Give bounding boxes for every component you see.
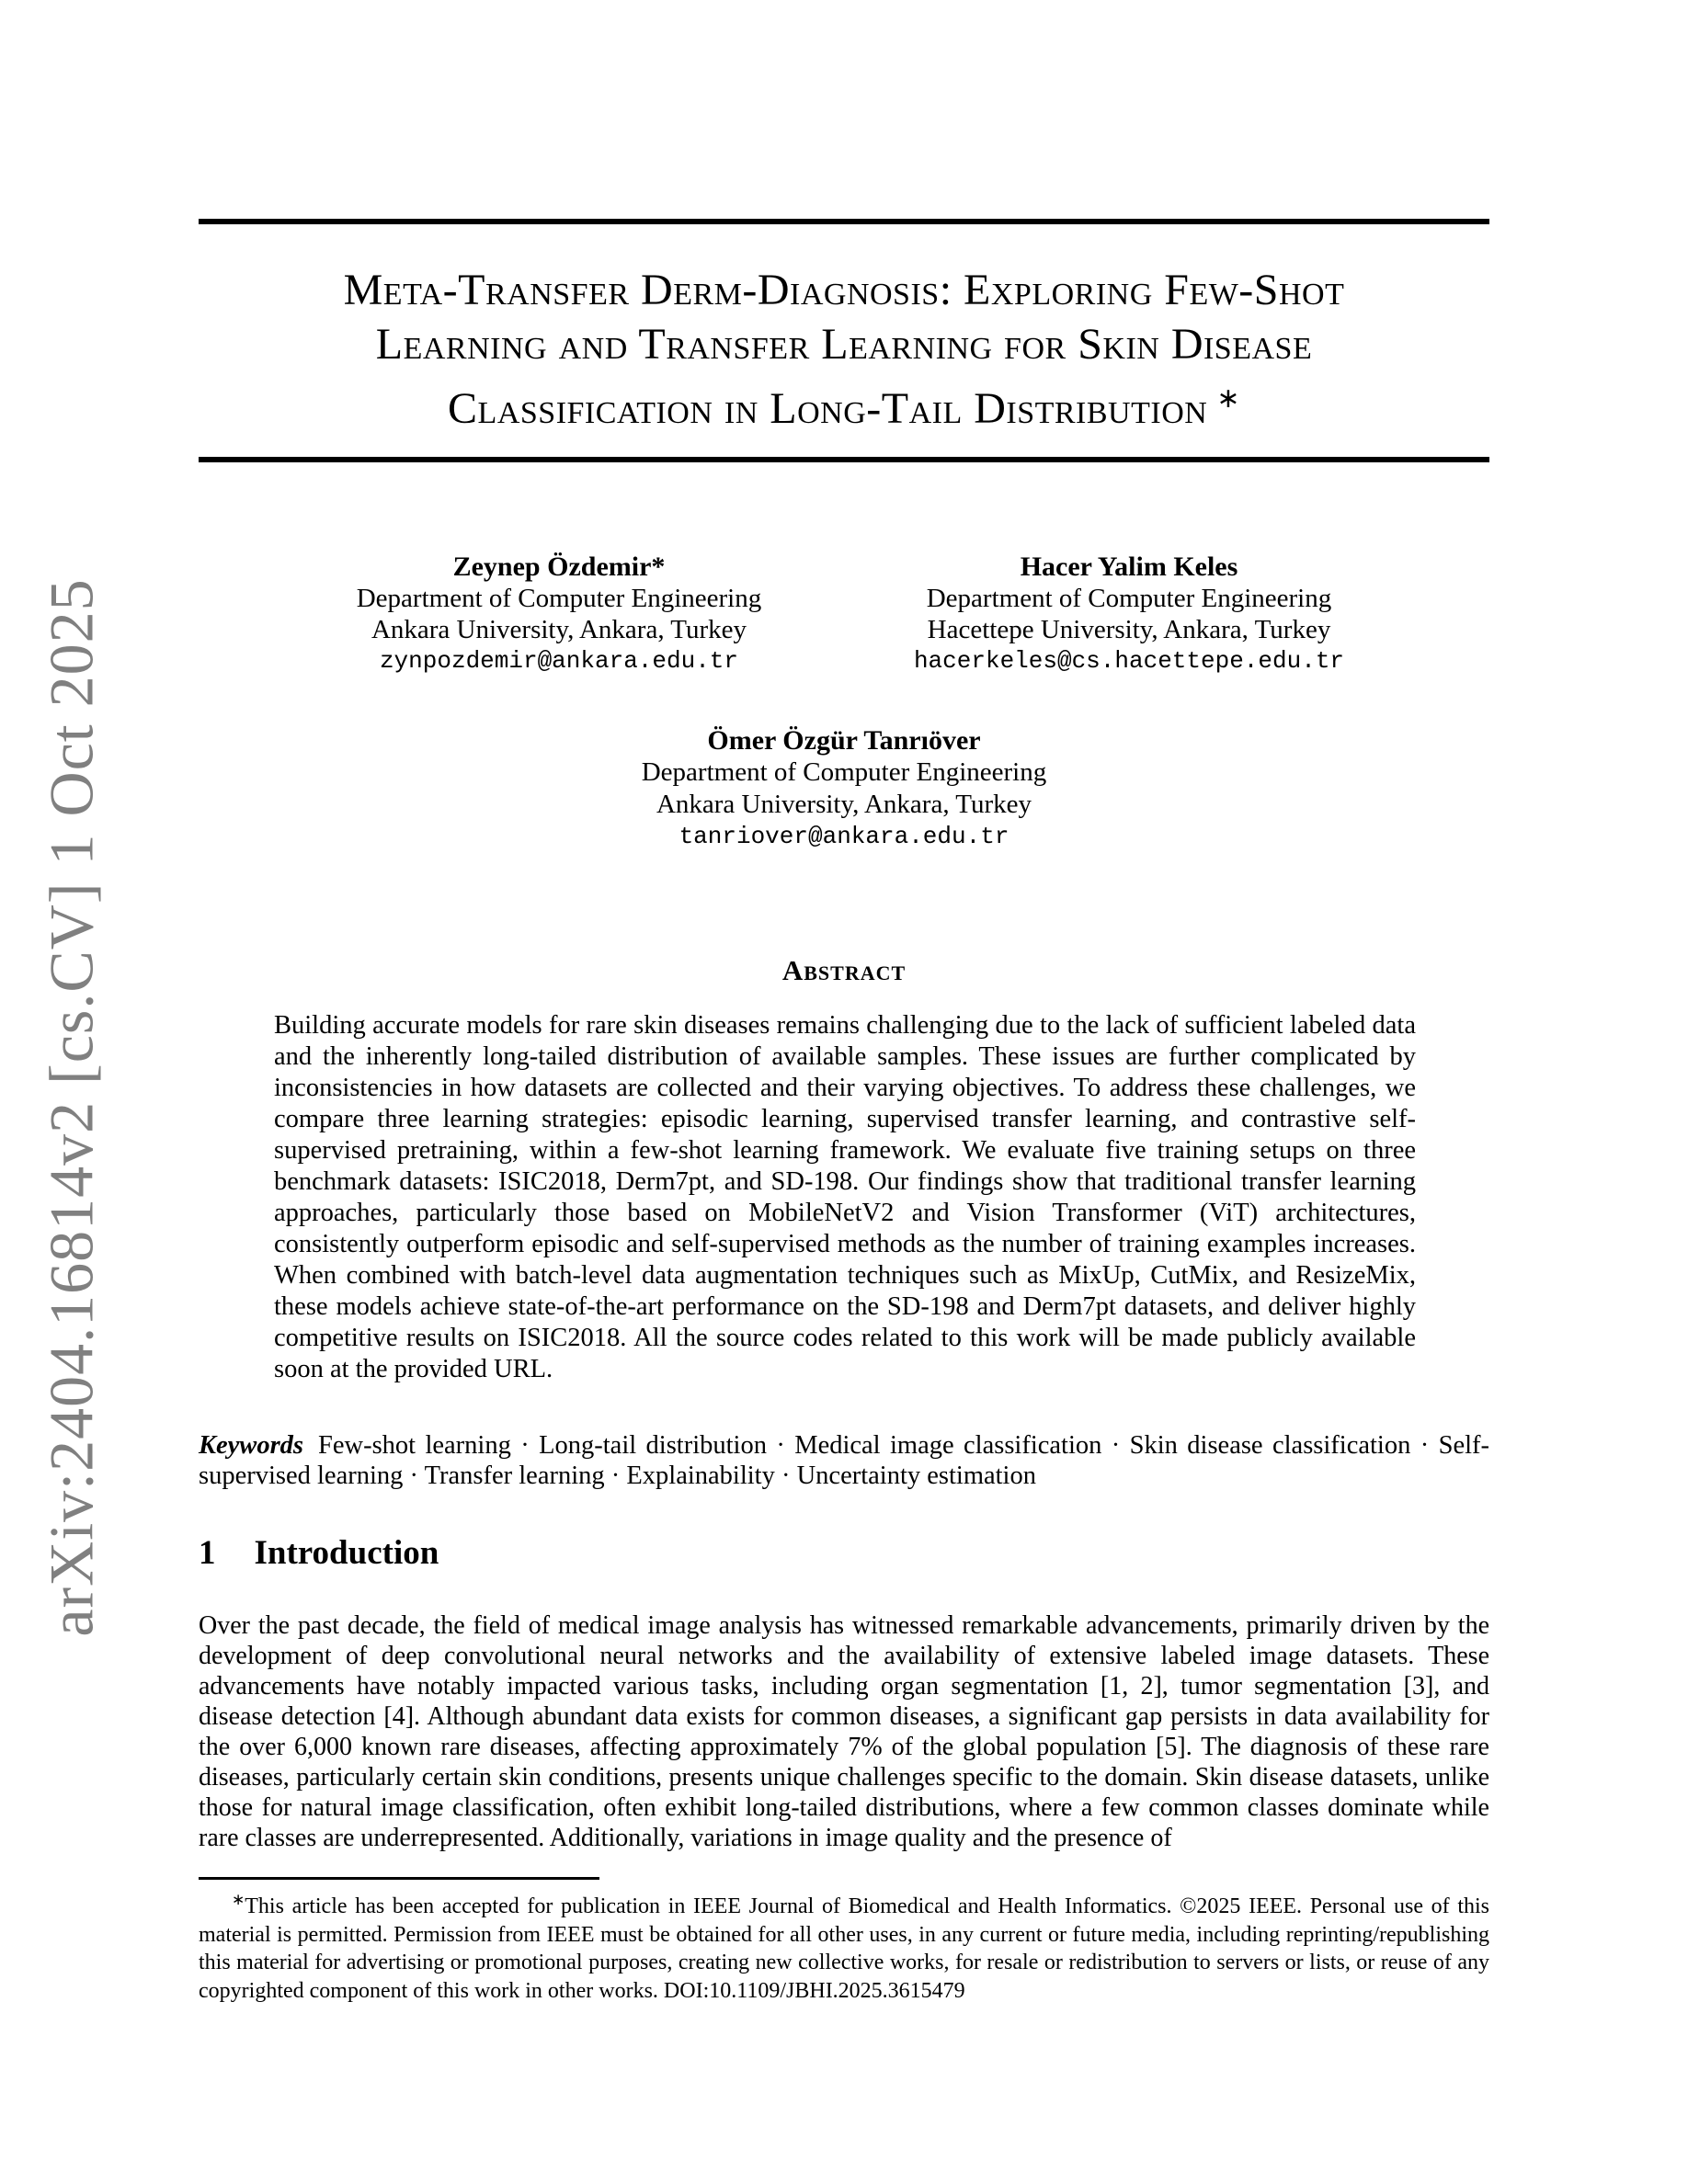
footnote-marker: ∗: [232, 1891, 245, 1908]
author-name: Hacer Yalim Keles: [1020, 552, 1238, 582]
author-department: Department of Computer Engineering: [926, 584, 1332, 613]
authors-row: [199, 552, 1489, 677]
keywords-line: [199, 1430, 1489, 1491]
abstract-heading: Abstract: [781, 954, 907, 986]
author-email: tanriover@ankara.edu.tr: [679, 823, 1009, 850]
title-bottom-rule: [199, 457, 1489, 462]
section-title: Introduction: [254, 1534, 439, 1572]
author-department: Department of Computer Engineering: [356, 584, 762, 613]
keywords-text: Few-shot learning · Long-tail distribution · Medical image classification · Skin disease classification · Self-supervised learning · Transfer learning · Explainability · Uncertainty estimation: [199, 1431, 1489, 1490]
author-department: Department of Computer Engineering: [641, 757, 1047, 787]
title-line-2: Learning and Transfer Learning for Skin Disease: [375, 320, 1313, 369]
abstract-body: Building accurate models for rare skin diseases remains challenging due to the lack of sufficient labeled data and the inherently long-tailed distribution of available samples. These issues are further complicated by inconsistencies in how datasets are collected and their varying objectives. To address these challenges, we compare three learning strategies: episodic learning, supervised transfer learning, and contrastive self-supervised pretraining, within a few-shot learning framework. We evaluate five training setups on three benchmark datasets: ISIC2018, Derm7pt, and SD-198. Our findings show that traditional transfer learning approaches, particularly those based on MobileNetV2 and Vision Transformer (ViT) architectures, consistently outperform episodic and self-supervised methods as the number of training examples increases. When combined with batch-level data augmentation techniques such as MixUp, CutMix, and ResizeMix, these models achieve state-of-the-art performance on the SD-198 and Derm7pt datasets, and deliver highly competitive results on ISIC2018. All the source codes related to this work will be made publicly available soon at the provided URL.: [274, 1011, 1416, 1383]
footnote-rule: [199, 1877, 599, 1880]
paper-title: [107, 263, 1581, 436]
author-university: Ankara University, Ankara, Turkey: [371, 615, 747, 644]
author-name: Ömer Özgür Tanrıöver: [707, 725, 981, 756]
author-block-3: [199, 724, 1489, 853]
section-heading-introduction: [199, 1533, 1489, 1573]
author-university: Ankara University, Ankara, Turkey: [656, 790, 1032, 819]
footnote: [199, 1886, 1489, 2005]
footnote-text: This article has been accepted for publication in IEEE Journal of Biomedical and Health Informatics. ©2025 IEEE. Personal use of this material is permitted. Permission from IEEE must be obtained for all other uses, in any current or future media, including reprinting/republishing this material for advertising or promotional purposes, creating new collective works, for resale or redistribution to servers or lists, or reuse of any copyrighted component of this work in other works. DOI:10.1109/JBHI.2025.3615479: [199, 1894, 1489, 2003]
title-line-3-text: Classification in Long-Tail Distribution: [448, 384, 1208, 433]
title-top-rule: [199, 219, 1489, 224]
author-email: hacerkeles@cs.hacettepe.edu.tr: [913, 647, 1345, 675]
keywords-label: Keywords: [199, 1431, 303, 1460]
title-line-3: [107, 371, 1581, 436]
arxiv-watermark: arXiv:2404.16814v2 [cs.CV] 1 Oct 2025: [36, 578, 107, 1637]
author-university: Hacettepe University, Ankara, Turkey: [927, 615, 1331, 644]
section-number: 1: [199, 1534, 216, 1572]
title-line-1: Meta-Transfer Derm-Diagnosis: Exploring Few-Shot: [343, 266, 1345, 314]
author-block-1: [292, 552, 826, 677]
title-footnote-marker: ∗: [1216, 383, 1240, 414]
author-name: Zeynep Özdemir*: [452, 552, 666, 582]
introduction-body: Over the past decade, the field of medical image analysis has witnessed remarkable advancements, primarily driven by the development of deep convolutional neural networks and the availability of extensive labeled image datasets. These advancements have notably impacted various tasks, including organ segmentation [1, 2], tumor segmentation [3], and disease detection [4]. Although abundant data exists for common diseases, a significant gap persists in data availability for the over 6,000 known rare diseases, affecting approximately 7% of the global population [5]. The diagnosis of these rare diseases, particularly certain skin conditions, presents unique challenges specific to the domain. Skin disease datasets, unlike those for natural image classification, often exhibit long-tailed distributions, where a few common classes dominate while rare classes are underrepresented. Additionally, variations in image quality and the presence of: [199, 1611, 1489, 1852]
author-block-2: [862, 552, 1396, 677]
author-email: zynpozdemir@ankara.edu.tr: [379, 647, 739, 675]
